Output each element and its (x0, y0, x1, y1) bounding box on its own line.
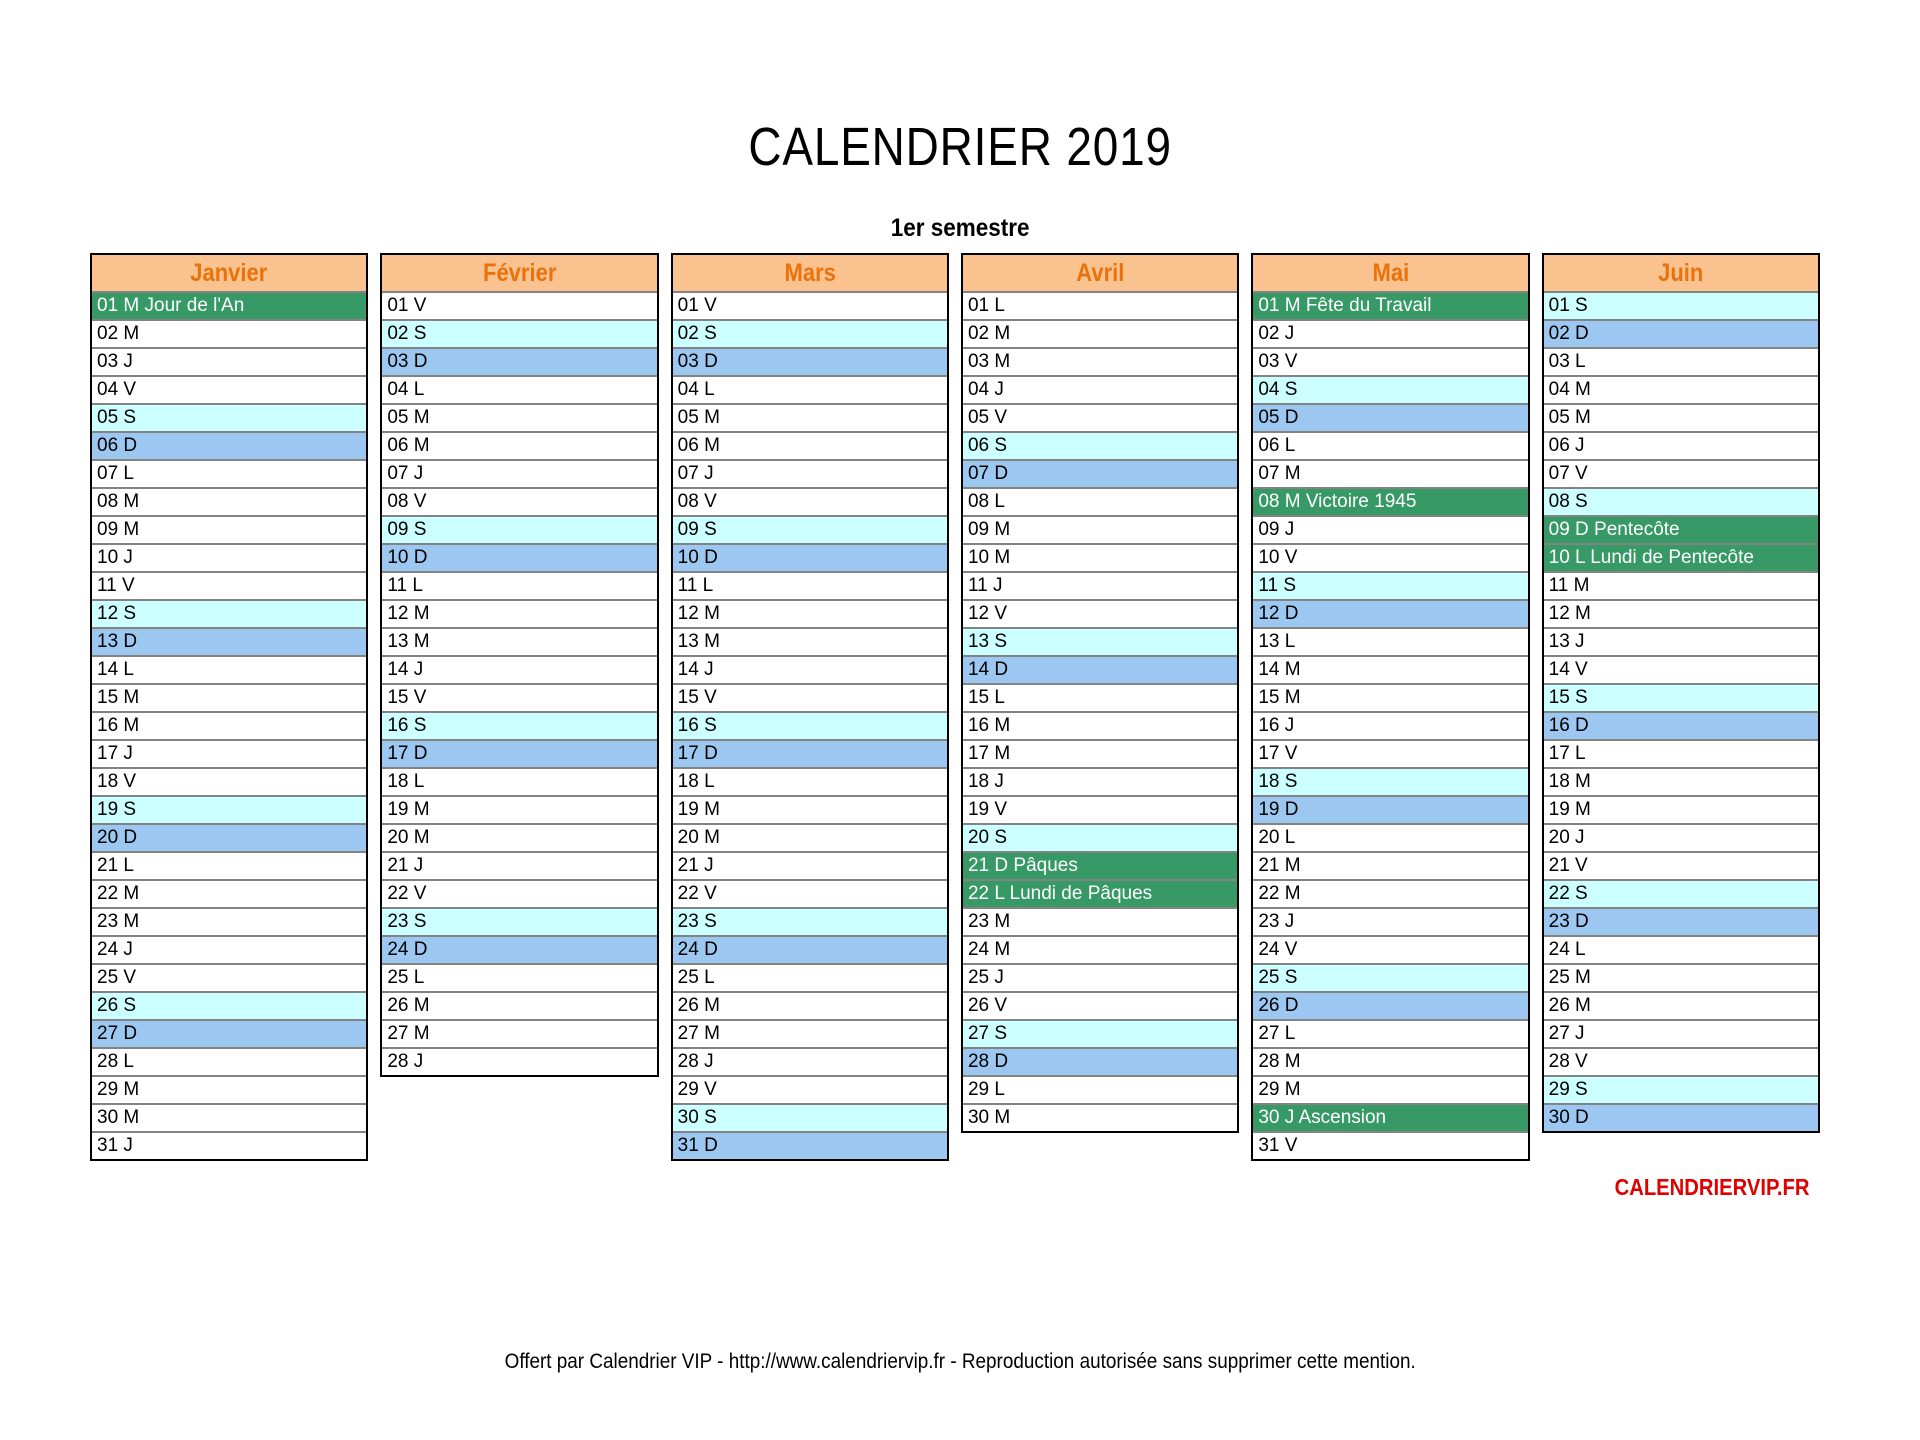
day-row-holiday: 22 L Lundi de Pâques (963, 879, 1237, 907)
page-title (0, 116, 1920, 178)
day-row: 02 S (382, 319, 656, 347)
day-row: 11 S (1253, 571, 1527, 599)
day-row: 15 M (92, 683, 366, 711)
day-row: 21 L (92, 851, 366, 879)
day-row: 01 V (382, 291, 656, 319)
day-row: 12 M (1544, 599, 1818, 627)
day-row: 28 L (92, 1047, 366, 1075)
day-row: 27 J (1544, 1019, 1818, 1047)
day-row: 04 M (1544, 375, 1818, 403)
day-row: 20 L (1253, 823, 1527, 851)
day-row: 18 L (673, 767, 947, 795)
day-row: 13 M (673, 627, 947, 655)
month-header-label: Janvier (190, 259, 268, 287)
day-row: 26 D (1253, 991, 1527, 1019)
day-row: 01 V (673, 291, 947, 319)
day-row: 28 M (1253, 1047, 1527, 1075)
day-row: 17 D (382, 739, 656, 767)
month-header (1253, 255, 1527, 291)
day-row: 23 S (382, 907, 656, 935)
month-header-label: Mars (784, 259, 836, 287)
day-row: 27 L (1253, 1019, 1527, 1047)
day-row: 11 V (92, 571, 366, 599)
day-row: 05 S (92, 403, 366, 431)
day-row: 14 L (92, 655, 366, 683)
day-row: 12 M (382, 599, 656, 627)
day-row: 19 M (382, 795, 656, 823)
day-row: 30 M (92, 1103, 366, 1131)
watermark-brand: CALENDRIERVIP.FR (1615, 1174, 1810, 1200)
day-row: 17 L (1544, 739, 1818, 767)
day-row: 05 M (382, 403, 656, 431)
day-row: 22 V (673, 879, 947, 907)
day-row: 30 S (673, 1103, 947, 1131)
semester-subtitle-text: 1er semestre (890, 214, 1030, 242)
footer-credit (0, 1350, 1920, 1374)
day-row: 10 D (673, 543, 947, 571)
day-row: 22 V (382, 879, 656, 907)
day-row: 09 M (92, 515, 366, 543)
day-row: 06 J (1544, 431, 1818, 459)
day-row: 16 S (382, 711, 656, 739)
month-column-avril (961, 253, 1239, 1133)
day-row-holiday: 08 M Victoire 1945 (1253, 487, 1527, 515)
day-row: 21 M (1253, 851, 1527, 879)
day-row: 18 J (963, 767, 1237, 795)
day-row: 06 M (673, 431, 947, 459)
day-row: 19 D (1253, 795, 1527, 823)
day-row: 29 M (1253, 1075, 1527, 1103)
day-row: 15 V (673, 683, 947, 711)
day-row: 06 L (1253, 431, 1527, 459)
day-row: 30 D (1544, 1103, 1818, 1131)
day-row: 07 D (963, 459, 1237, 487)
day-row: 02 D (1544, 319, 1818, 347)
day-row: 27 S (963, 1019, 1237, 1047)
day-row: 04 L (673, 375, 947, 403)
day-row: 20 J (1544, 823, 1818, 851)
day-row: 16 S (673, 711, 947, 739)
day-row: 05 M (1544, 403, 1818, 431)
day-row: 14 J (673, 655, 947, 683)
day-row: 22 M (1253, 879, 1527, 907)
day-row: 03 V (1253, 347, 1527, 375)
day-row: 12 D (1253, 599, 1527, 627)
day-row: 27 M (673, 1019, 947, 1047)
day-row: 23 M (963, 907, 1237, 935)
day-row: 20 D (92, 823, 366, 851)
day-row: 29 V (673, 1075, 947, 1103)
month-column-janvier (90, 253, 368, 1161)
month-header-label: Avril (1076, 259, 1125, 287)
month-column-fevrier (380, 253, 658, 1077)
day-row: 24 D (673, 935, 947, 963)
month-column-juin (1542, 253, 1820, 1133)
day-row: 03 J (92, 347, 366, 375)
day-row: 01 L (963, 291, 1237, 319)
day-row: 06 M (382, 431, 656, 459)
semester-subtitle (0, 214, 1920, 243)
day-row: 25 L (673, 963, 947, 991)
day-row: 08 S (1544, 487, 1818, 515)
day-row: 09 M (963, 515, 1237, 543)
day-row: 08 M (92, 487, 366, 515)
day-row: 25 M (1544, 963, 1818, 991)
day-row-holiday: 01 M Fête du Travail (1253, 291, 1527, 319)
day-row: 19 S (92, 795, 366, 823)
day-row: 16 M (963, 711, 1237, 739)
month-header (382, 255, 656, 291)
day-row: 22 M (92, 879, 366, 907)
day-row: 07 V (1544, 459, 1818, 487)
day-row: 01 S (1544, 291, 1818, 319)
page-title-text: CALENDRIER 2019 (748, 117, 1172, 177)
day-row: 10 J (92, 543, 366, 571)
day-row: 18 V (92, 767, 366, 795)
day-row: 20 M (382, 823, 656, 851)
day-row: 04 V (92, 375, 366, 403)
day-row: 08 V (673, 487, 947, 515)
day-row: 29 S (1544, 1075, 1818, 1103)
day-row-holiday: 30 J Ascension (1253, 1103, 1527, 1131)
day-row: 02 S (673, 319, 947, 347)
day-row: 03 D (382, 347, 656, 375)
day-row: 15 M (1253, 683, 1527, 711)
day-row: 24 L (1544, 935, 1818, 963)
day-row: 16 D (1544, 711, 1818, 739)
day-row: 28 D (963, 1047, 1237, 1075)
day-row: 19 M (673, 795, 947, 823)
day-row: 05 M (673, 403, 947, 431)
day-row: 02 J (1253, 319, 1527, 347)
day-row: 09 S (673, 515, 947, 543)
month-header (92, 255, 366, 291)
day-row: 26 M (673, 991, 947, 1019)
day-row: 09 S (382, 515, 656, 543)
day-row: 24 M (963, 935, 1237, 963)
month-column-mars (671, 253, 949, 1161)
day-row: 13 M (382, 627, 656, 655)
day-row: 17 V (1253, 739, 1527, 767)
day-row: 10 D (382, 543, 656, 571)
month-header (673, 255, 947, 291)
day-row: 18 S (1253, 767, 1527, 795)
day-row: 19 V (963, 795, 1237, 823)
day-row: 16 J (1253, 711, 1527, 739)
day-row-holiday: 21 D Pâques (963, 851, 1237, 879)
day-row: 07 J (382, 459, 656, 487)
day-row: 20 M (673, 823, 947, 851)
day-row: 11 M (1544, 571, 1818, 599)
day-row: 23 J (1253, 907, 1527, 935)
day-row: 03 D (673, 347, 947, 375)
day-row: 30 M (963, 1103, 1237, 1131)
day-row: 06 D (92, 431, 366, 459)
day-row: 17 J (92, 739, 366, 767)
day-row: 12 V (963, 599, 1237, 627)
day-row: 02 M (963, 319, 1237, 347)
day-row-holiday: 10 L Lundi de Pentecôte (1544, 543, 1818, 571)
day-row: 19 M (1544, 795, 1818, 823)
day-row: 25 L (382, 963, 656, 991)
calendar-table (90, 253, 1820, 1161)
day-row: 13 D (92, 627, 366, 655)
day-row: 09 J (1253, 515, 1527, 543)
day-row: 26 S (92, 991, 366, 1019)
day-row: 07 L (92, 459, 366, 487)
day-row: 29 L (963, 1075, 1237, 1103)
day-row: 26 V (963, 991, 1237, 1019)
day-row: 22 S (1544, 879, 1818, 907)
day-row: 28 V (1544, 1047, 1818, 1075)
day-row: 27 D (92, 1019, 366, 1047)
day-row: 12 M (673, 599, 947, 627)
day-row: 28 J (382, 1047, 656, 1075)
day-row: 18 M (1544, 767, 1818, 795)
day-row: 21 V (1544, 851, 1818, 879)
day-row: 14 J (382, 655, 656, 683)
day-row: 25 J (963, 963, 1237, 991)
day-row: 20 S (963, 823, 1237, 851)
day-row: 24 V (1253, 935, 1527, 963)
day-row: 23 D (1544, 907, 1818, 935)
day-row: 13 L (1253, 627, 1527, 655)
day-row: 08 L (963, 487, 1237, 515)
day-row: 10 M (963, 543, 1237, 571)
day-row: 29 M (92, 1075, 366, 1103)
day-row: 25 V (92, 963, 366, 991)
day-row: 23 M (92, 907, 366, 935)
day-row: 23 S (673, 907, 947, 935)
month-header (1544, 255, 1818, 291)
footer-credit-text: Offert par Calendrier VIP - http://www.calendriervip.fr - Reproduction autorisée sans supprimer cette mention. (504, 1350, 1416, 1373)
day-row: 14 M (1253, 655, 1527, 683)
day-row: 02 M (92, 319, 366, 347)
day-row: 31 J (92, 1131, 366, 1159)
day-row: 11 J (963, 571, 1237, 599)
day-row: 15 V (382, 683, 656, 711)
day-row: 17 D (673, 739, 947, 767)
day-row: 05 D (1253, 403, 1527, 431)
day-row: 08 V (382, 487, 656, 515)
day-row: 14 V (1544, 655, 1818, 683)
day-row: 03 L (1544, 347, 1818, 375)
day-row: 07 J (673, 459, 947, 487)
month-header (963, 255, 1237, 291)
day-row: 21 J (673, 851, 947, 879)
day-row-holiday: 01 M Jour de l'An (92, 291, 366, 319)
day-row: 31 D (673, 1131, 947, 1159)
day-row: 06 S (963, 431, 1237, 459)
day-row: 04 S (1253, 375, 1527, 403)
day-row: 24 D (382, 935, 656, 963)
day-row: 26 M (382, 991, 656, 1019)
day-row: 31 V (1253, 1131, 1527, 1159)
day-row: 10 V (1253, 543, 1527, 571)
day-row: 15 L (963, 683, 1237, 711)
day-row: 03 M (963, 347, 1237, 375)
day-row: 25 S (1253, 963, 1527, 991)
day-row-holiday: 09 D Pentecôte (1544, 515, 1818, 543)
day-row: 15 S (1544, 683, 1818, 711)
day-row: 14 D (963, 655, 1237, 683)
month-column-mai (1251, 253, 1529, 1161)
day-row: 04 L (382, 375, 656, 403)
day-row: 21 J (382, 851, 656, 879)
day-row: 07 M (1253, 459, 1527, 487)
day-row: 24 J (92, 935, 366, 963)
day-row: 17 M (963, 739, 1237, 767)
day-row: 26 M (1544, 991, 1818, 1019)
month-header-label: Février (482, 259, 557, 287)
month-header-label: Mai (1372, 259, 1409, 287)
day-row: 13 S (963, 627, 1237, 655)
day-row: 05 V (963, 403, 1237, 431)
day-row: 04 J (963, 375, 1237, 403)
day-row: 12 S (92, 599, 366, 627)
month-header-label: Juin (1658, 259, 1704, 287)
day-row: 11 L (673, 571, 947, 599)
day-row: 28 J (673, 1047, 947, 1075)
day-row: 27 M (382, 1019, 656, 1047)
day-row: 16 M (92, 711, 366, 739)
day-row: 18 L (382, 767, 656, 795)
day-row: 13 J (1544, 627, 1818, 655)
day-row: 11 L (382, 571, 656, 599)
